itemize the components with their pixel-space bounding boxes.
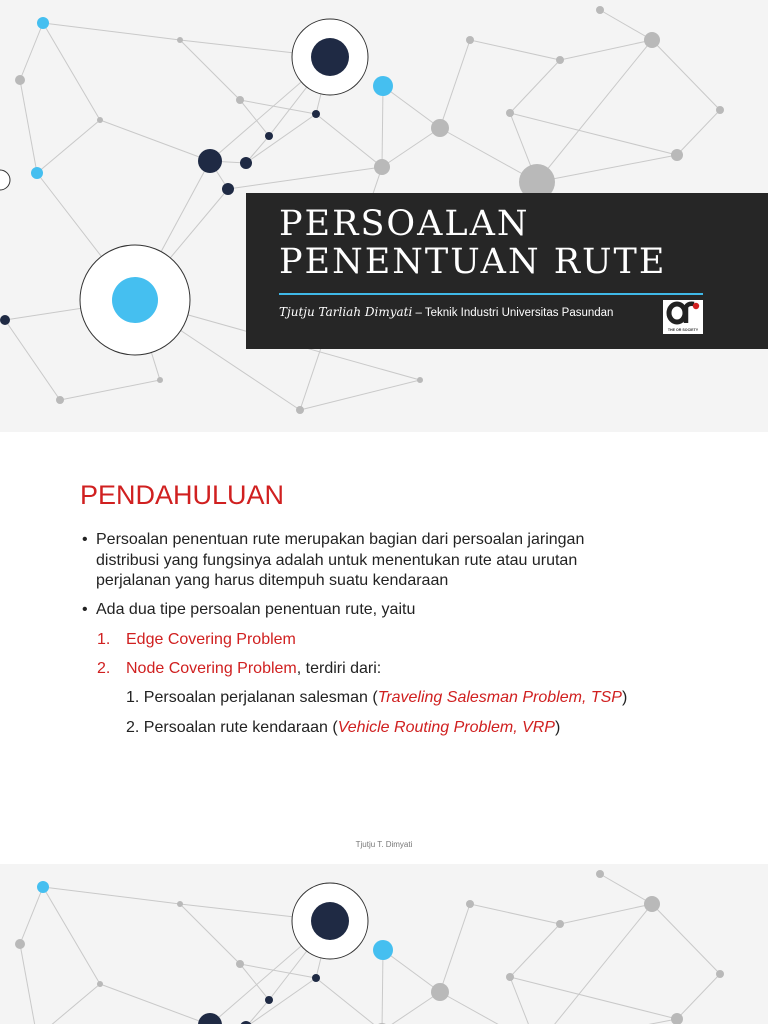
network-edge bbox=[440, 40, 470, 128]
network-edge bbox=[5, 320, 60, 400]
network-edge bbox=[382, 128, 440, 167]
network-edge bbox=[300, 380, 420, 410]
network-node bbox=[373, 940, 393, 960]
title-divider bbox=[279, 293, 703, 295]
author-name: Tjutju Tarliah Dimyati bbox=[279, 305, 413, 319]
network-node bbox=[265, 132, 273, 140]
network-node bbox=[312, 974, 320, 982]
network-node bbox=[265, 996, 273, 1004]
network-edge bbox=[43, 23, 180, 40]
network-edge bbox=[537, 40, 652, 182]
network-node bbox=[671, 149, 683, 161]
network-edge bbox=[677, 110, 720, 155]
network-node bbox=[311, 902, 349, 940]
network-edge bbox=[510, 113, 677, 155]
network-node bbox=[97, 981, 103, 987]
bullet-line: perjalanan yang harus ditempuh suatu kendaraan bbox=[96, 572, 449, 589]
network-edge bbox=[100, 120, 210, 161]
network-node bbox=[177, 37, 183, 43]
network-node bbox=[373, 76, 393, 96]
network-edge bbox=[510, 60, 560, 113]
network-edge bbox=[510, 977, 537, 1024]
node-covering-suffix: , terdiri dari: bbox=[296, 660, 382, 677]
sub-item-tsp bbox=[126, 688, 627, 709]
network-node bbox=[556, 920, 564, 928]
network-edge bbox=[246, 1000, 269, 1024]
network-edge bbox=[316, 114, 382, 167]
bullet-marker: • bbox=[82, 531, 88, 548]
bullet-line: Persoalan penentuan rute merupakan bagian dari persoalan jaringan bbox=[96, 531, 585, 548]
network-node bbox=[431, 119, 449, 137]
network-edge bbox=[510, 977, 677, 1019]
network-edge bbox=[228, 167, 382, 189]
network-edge bbox=[316, 978, 382, 1024]
network-edge bbox=[37, 984, 100, 1024]
network-edge bbox=[43, 887, 100, 984]
content-slide bbox=[0, 432, 768, 864]
network-edge bbox=[43, 23, 100, 120]
tsp-label: Traveling Salesman Problem, TSP bbox=[377, 689, 622, 706]
network-edge bbox=[383, 86, 440, 128]
network-node bbox=[466, 900, 474, 908]
network-node bbox=[31, 167, 43, 179]
network-edge bbox=[600, 10, 652, 40]
network-edge bbox=[677, 974, 720, 1019]
sub-item-text: 2. Persoalan rute kendaraan ( bbox=[126, 719, 338, 736]
bullet-marker: • bbox=[82, 601, 88, 618]
network-node bbox=[312, 110, 320, 118]
network-background bbox=[0, 864, 768, 1024]
network-node bbox=[56, 396, 64, 404]
network-node bbox=[506, 973, 514, 981]
network-node bbox=[596, 870, 604, 878]
network-edge bbox=[43, 887, 180, 904]
bullet-line: distribusi yang fungsinya adalah untuk menentukan rute atau urutan bbox=[96, 551, 578, 569]
network-edge bbox=[382, 992, 440, 1024]
network-node bbox=[15, 939, 25, 949]
title-line-2: PENENTUAN RUTE bbox=[279, 242, 667, 282]
network-node bbox=[198, 1013, 222, 1024]
network-edge bbox=[440, 904, 470, 992]
network-node bbox=[466, 36, 474, 44]
network-node bbox=[644, 896, 660, 912]
network-edge bbox=[180, 40, 240, 100]
network-node bbox=[506, 109, 514, 117]
affiliation: Teknik Industri Universitas Pasundan bbox=[424, 307, 614, 319]
network-node bbox=[236, 96, 244, 104]
bullet-text: Ada dua tipe persoalan penentuan rute, yaitu bbox=[96, 601, 416, 618]
network-node bbox=[556, 56, 564, 64]
network-edge bbox=[60, 380, 160, 400]
network-edge bbox=[20, 80, 37, 173]
network-ring bbox=[0, 170, 10, 190]
network-edge bbox=[100, 984, 210, 1024]
title-band bbox=[246, 193, 768, 349]
network-node bbox=[97, 117, 103, 123]
network-node bbox=[37, 881, 49, 893]
network-edge bbox=[652, 904, 720, 974]
network-edge bbox=[537, 155, 677, 182]
network-node bbox=[15, 75, 25, 85]
network-edge bbox=[180, 904, 240, 964]
network-edge bbox=[20, 887, 43, 944]
network-edge bbox=[382, 86, 383, 167]
network-node bbox=[240, 157, 252, 169]
network-node bbox=[644, 32, 660, 48]
network-node bbox=[157, 377, 163, 383]
network-node bbox=[222, 183, 234, 195]
sub-item-text: 1. Persoalan perjalanan salesman ( bbox=[126, 689, 378, 706]
logo-text: THE OR SOCIETY bbox=[667, 328, 699, 332]
network-edge bbox=[600, 874, 652, 904]
or-logo-icon bbox=[666, 301, 700, 325]
network-node bbox=[374, 159, 390, 175]
list-number: 2. bbox=[97, 660, 111, 677]
slide-footer: Tjutju T. Dimyati bbox=[355, 840, 413, 849]
edge-covering-label: Edge Covering Problem bbox=[126, 631, 296, 648]
node-covering-item bbox=[126, 659, 381, 680]
network-edge bbox=[37, 120, 100, 173]
network-node bbox=[716, 106, 724, 114]
network-node bbox=[37, 17, 49, 29]
list-number: 1. bbox=[97, 631, 111, 648]
bullet-text bbox=[96, 530, 584, 592]
sub-item-close: ) bbox=[554, 719, 561, 736]
byline bbox=[279, 305, 613, 319]
network-node bbox=[236, 960, 244, 968]
network-node bbox=[0, 315, 10, 325]
network-node bbox=[311, 38, 349, 76]
network-node bbox=[417, 377, 423, 383]
vrp-label: Vehicle Routing Problem, VRP bbox=[337, 719, 555, 736]
node-covering-label: Node Covering Problem bbox=[126, 660, 297, 677]
network-node bbox=[596, 6, 604, 14]
network-edge bbox=[20, 23, 43, 80]
network-node bbox=[112, 277, 158, 323]
partial-slide bbox=[0, 864, 768, 1024]
network-edge bbox=[510, 924, 560, 977]
network-node bbox=[177, 901, 183, 907]
network-edge bbox=[652, 40, 720, 110]
sub-item-vrp bbox=[126, 718, 560, 739]
network-edge bbox=[470, 40, 560, 60]
network-edge bbox=[382, 950, 383, 1024]
network-node bbox=[716, 970, 724, 978]
slide-title bbox=[279, 205, 759, 281]
network-edge bbox=[383, 950, 440, 992]
network-node bbox=[198, 149, 222, 173]
network-node bbox=[296, 406, 304, 414]
byline-separator: – bbox=[412, 307, 425, 319]
network-node bbox=[431, 983, 449, 1001]
title-slide bbox=[0, 0, 768, 432]
slide-heading: PENDAHULUAN bbox=[80, 480, 285, 510]
network-edge bbox=[20, 944, 37, 1024]
or-society-logo bbox=[663, 300, 703, 334]
sub-item-close: ) bbox=[621, 689, 628, 706]
network-edge bbox=[470, 904, 560, 924]
title-line-1: PERSOALAN bbox=[279, 204, 530, 244]
network-edge bbox=[537, 904, 652, 1024]
